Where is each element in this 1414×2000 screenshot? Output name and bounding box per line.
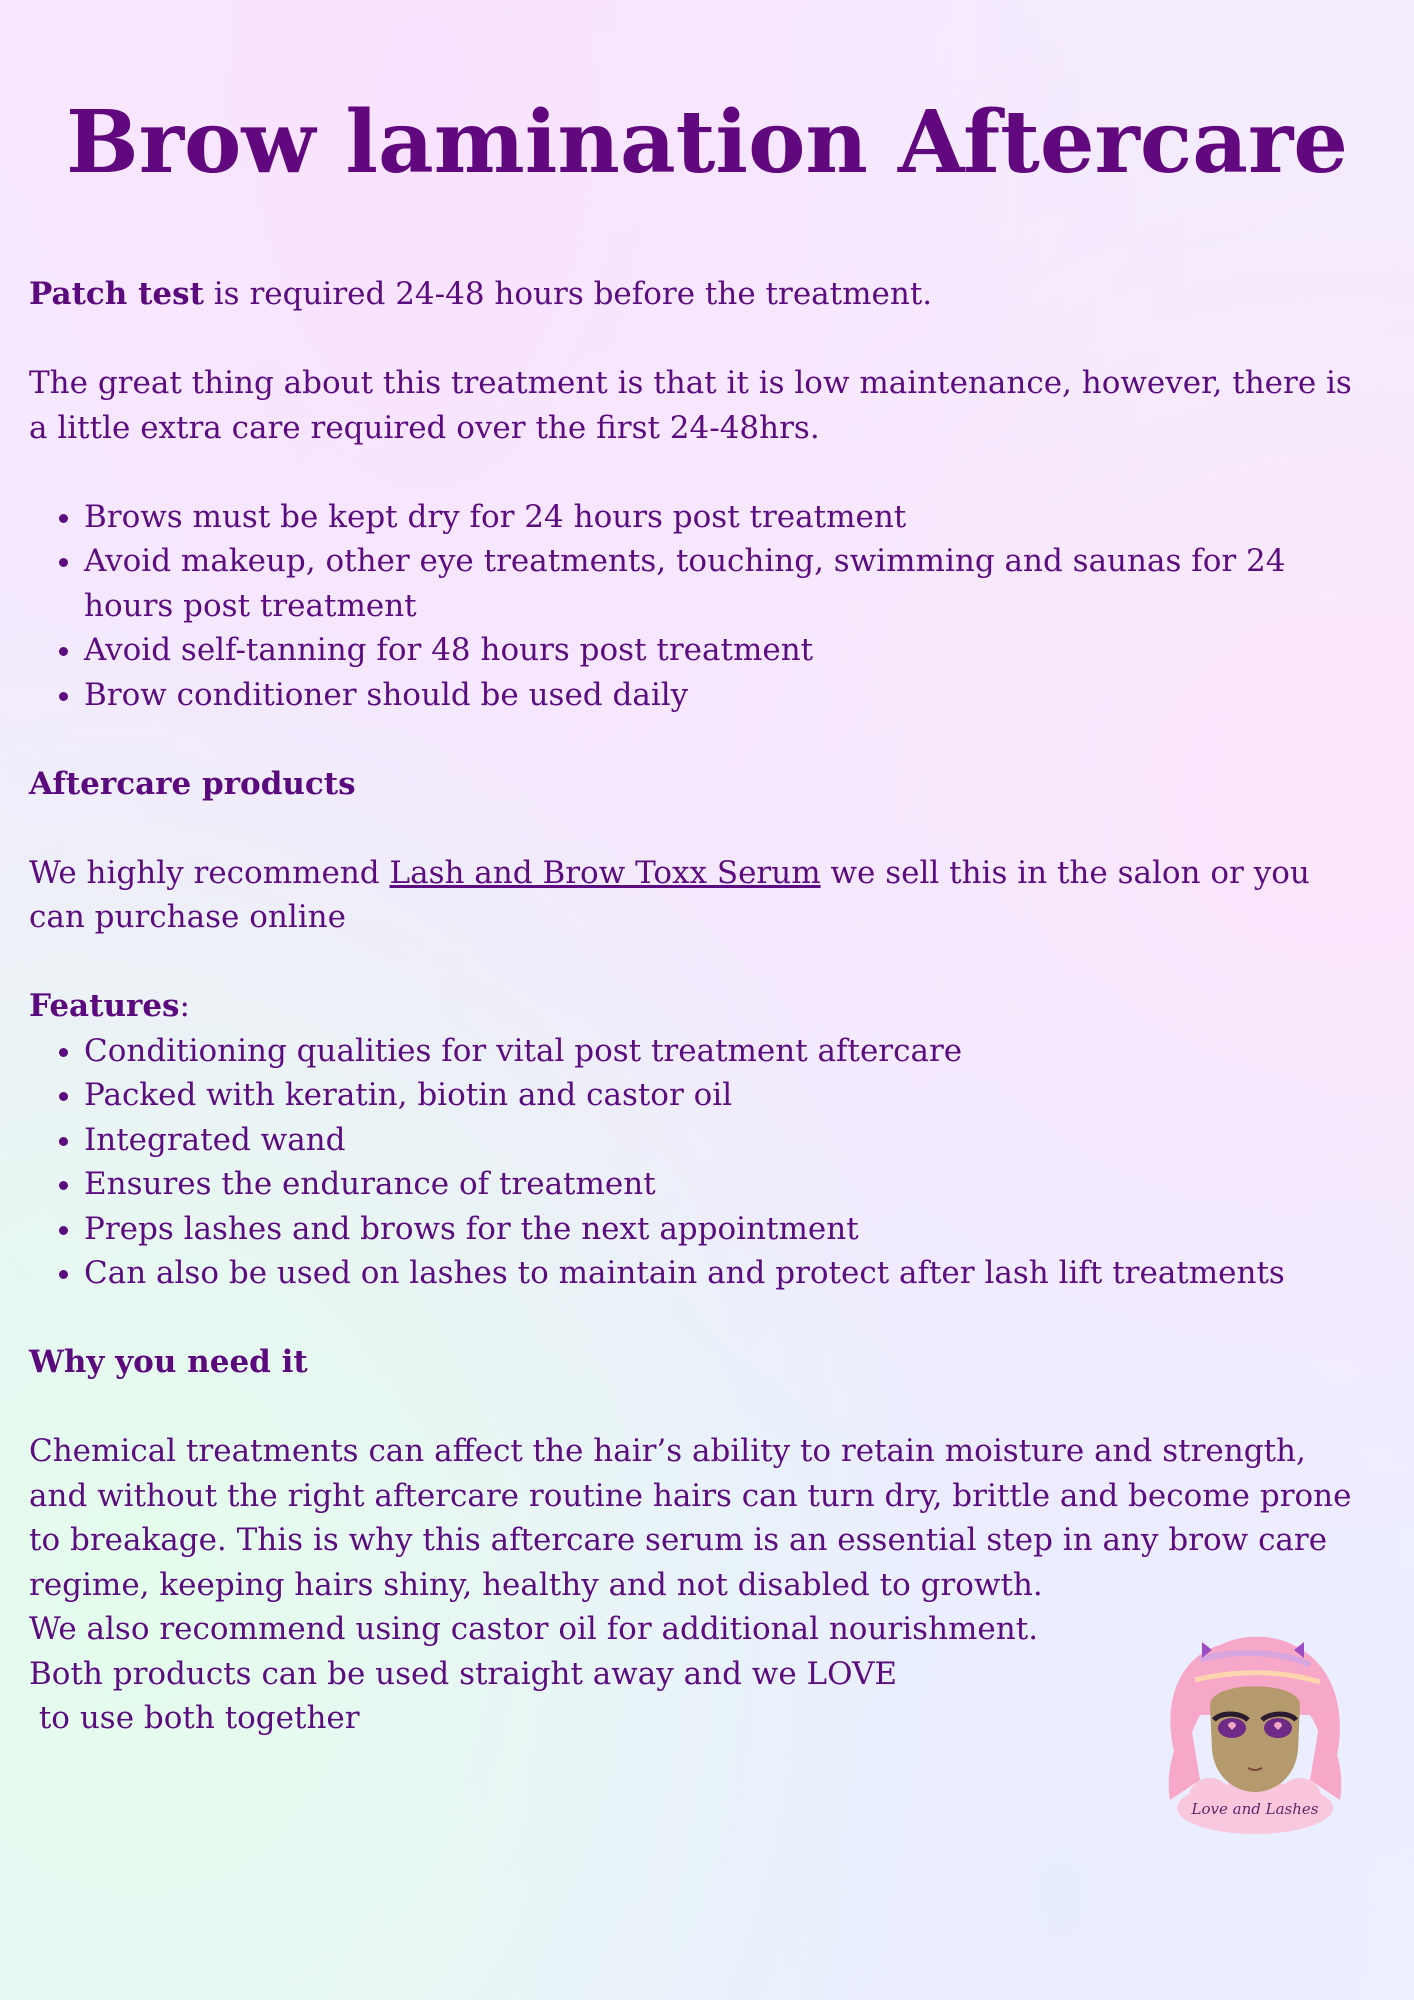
recommend-text-before: We highly recommend [29,854,390,891]
face-shape [1210,1686,1300,1792]
love-and-lashes-logo [1140,1620,1370,1850]
why-paragraph: Chemical treatments can affect the hair’s ability to retain moisture and strength, and without the right aftercare routine hairs can turn dry, brittle and become prone to breakage. This is why this aftercare serum is an essential step in any brow care regime, keeping hairs shiny, healthy and not disabled to growth. [29,1433,1352,1603]
list-item: • Preps lashes and brows for the next appointment [84,1207,1359,1252]
list-item: • Avoid self-tanning for 48 hours post treatment [84,628,1359,673]
features-label: Features [29,988,180,1024]
logo-text: Love and Lashes [1191,1800,1319,1818]
care-list [29,495,1359,718]
list-item: • Can also be used on lashes to maintain and protect after lash lift treatments [84,1251,1359,1296]
recommend-text-after: we sell this in the salon or you can purchase online [29,854,1310,935]
list-item: • Avoid makeup, other eye treatments, touching, swimming and saunas for 24 hours post treatment [84,539,1359,628]
patch-test-text: is required 24-48 hours before the treatment. [203,276,933,312]
patch-test-label: Patch test [29,276,204,312]
patch-test-paragraph [29,272,1359,317]
recommend-paragraph [29,851,1359,940]
features-colon: : [179,988,190,1024]
list-item: • Integrated wand [84,1118,1359,1163]
list-item: • Conditioning qualities for vital post treatment aftercare [84,1029,1359,1074]
why-heading: Why you need it [29,1344,308,1380]
page-title: Brow lamination Aftercare [66,92,1348,193]
aftercare-products-heading: Aftercare products [29,765,356,802]
both-products-line: Both products can be used straight away and we LOVE [29,1655,897,1692]
serum-link[interactable]: Lash and Brow Toxx Serum [389,854,821,891]
castor-oil-line: We also recommend using castor oil for additional nourishment. [29,1611,1039,1647]
list-item: • Brow conditioner should be used daily [84,673,1359,718]
document-body [29,272,1359,1741]
features-list [29,1029,1359,1296]
features-heading [29,984,1359,1029]
list-item: • Brows must be kept dry for 24 hours post treatment [84,495,1359,540]
list-item: • Packed with keratin, biotin and castor oil [84,1073,1359,1118]
together-line: to use both together [29,1700,360,1736]
intro-paragraph: The great thing about this treatment is that it is low maintenance, however, there is a little extra care required over the first 24-48hrs. [29,365,1352,446]
list-item: • Ensures the endurance of treatment [84,1162,1359,1207]
